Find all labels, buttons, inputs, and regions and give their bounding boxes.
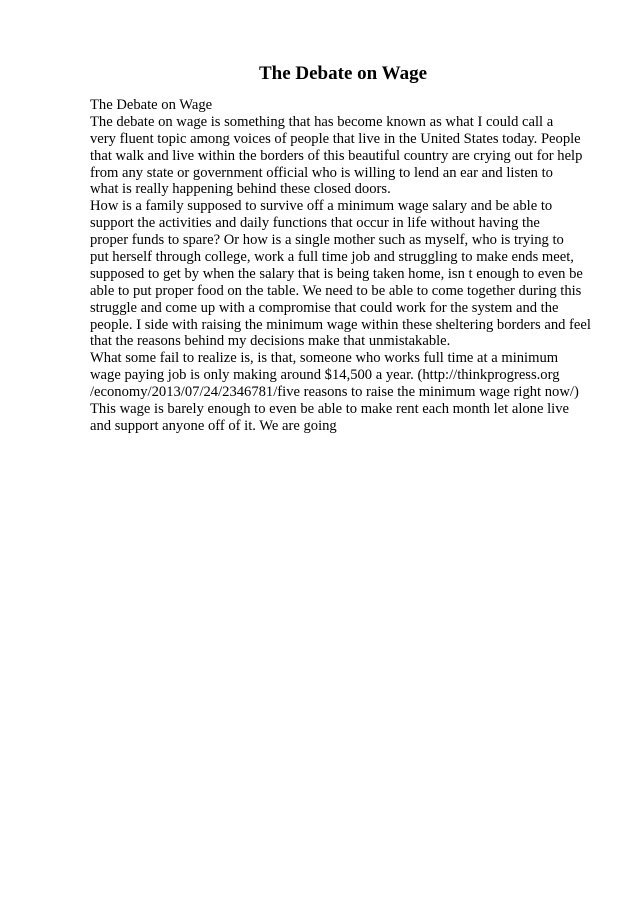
text-line: that the reasons behind my decisions make that unmistakable.: [90, 333, 451, 350]
text-line: able to put proper food on the table. We need to be able to come together during this: [90, 282, 582, 299]
text-line: supposed to get by when the salary that is being taken home, isn t enough to even be: [90, 265, 583, 282]
text-line: struggle and come up with a compromise that could work for the system and the: [90, 299, 559, 316]
text-line: put herself through college, work a full time job and struggling to make ends meet,: [90, 249, 574, 266]
text-line: people. I side with raising the minimum wage within these sheltering borders and feel: [90, 316, 591, 333]
document-title: The Debate on Wage: [258, 63, 427, 84]
text-line: support the activities and daily functions that occur in life without having the: [90, 215, 540, 232]
text-line: very fluent topic among voices of people that live in the United States today. People: [90, 130, 581, 147]
text-line: /economy/2013/07/24/2346781/five reasons to raise the minimum wage right now/): [90, 384, 579, 401]
text-line: This wage is barely enough to even be able to make rent each month let alone live: [90, 401, 569, 418]
text-line: wage paying job is only making around $14,500 a year. (http://thinkprogress.org: [90, 367, 560, 384]
text-line: from any state or government official who is willing to lend an ear and listen to: [90, 164, 553, 181]
text-line: proper funds to spare? Or how is a single mother such as myself, who is trying to: [90, 232, 564, 249]
text-line: and support anyone off of it. We are going: [90, 417, 337, 434]
text-line: What some fail to realize is, is that, someone who works full time at a minimum: [90, 350, 559, 367]
text-line: what is really happening behind these closed doors.: [90, 181, 391, 198]
document-body: [90, 97, 600, 435]
text-line: How is a family supposed to survive off a minimum wage salary and be able to: [90, 198, 553, 215]
text-line: The debate on wage is something that has become known as what I could call a: [90, 113, 554, 130]
text-line: that walk and live within the borders of this beautiful country are crying out for help: [90, 147, 583, 164]
text-line: The Debate on Wage: [90, 97, 213, 113]
